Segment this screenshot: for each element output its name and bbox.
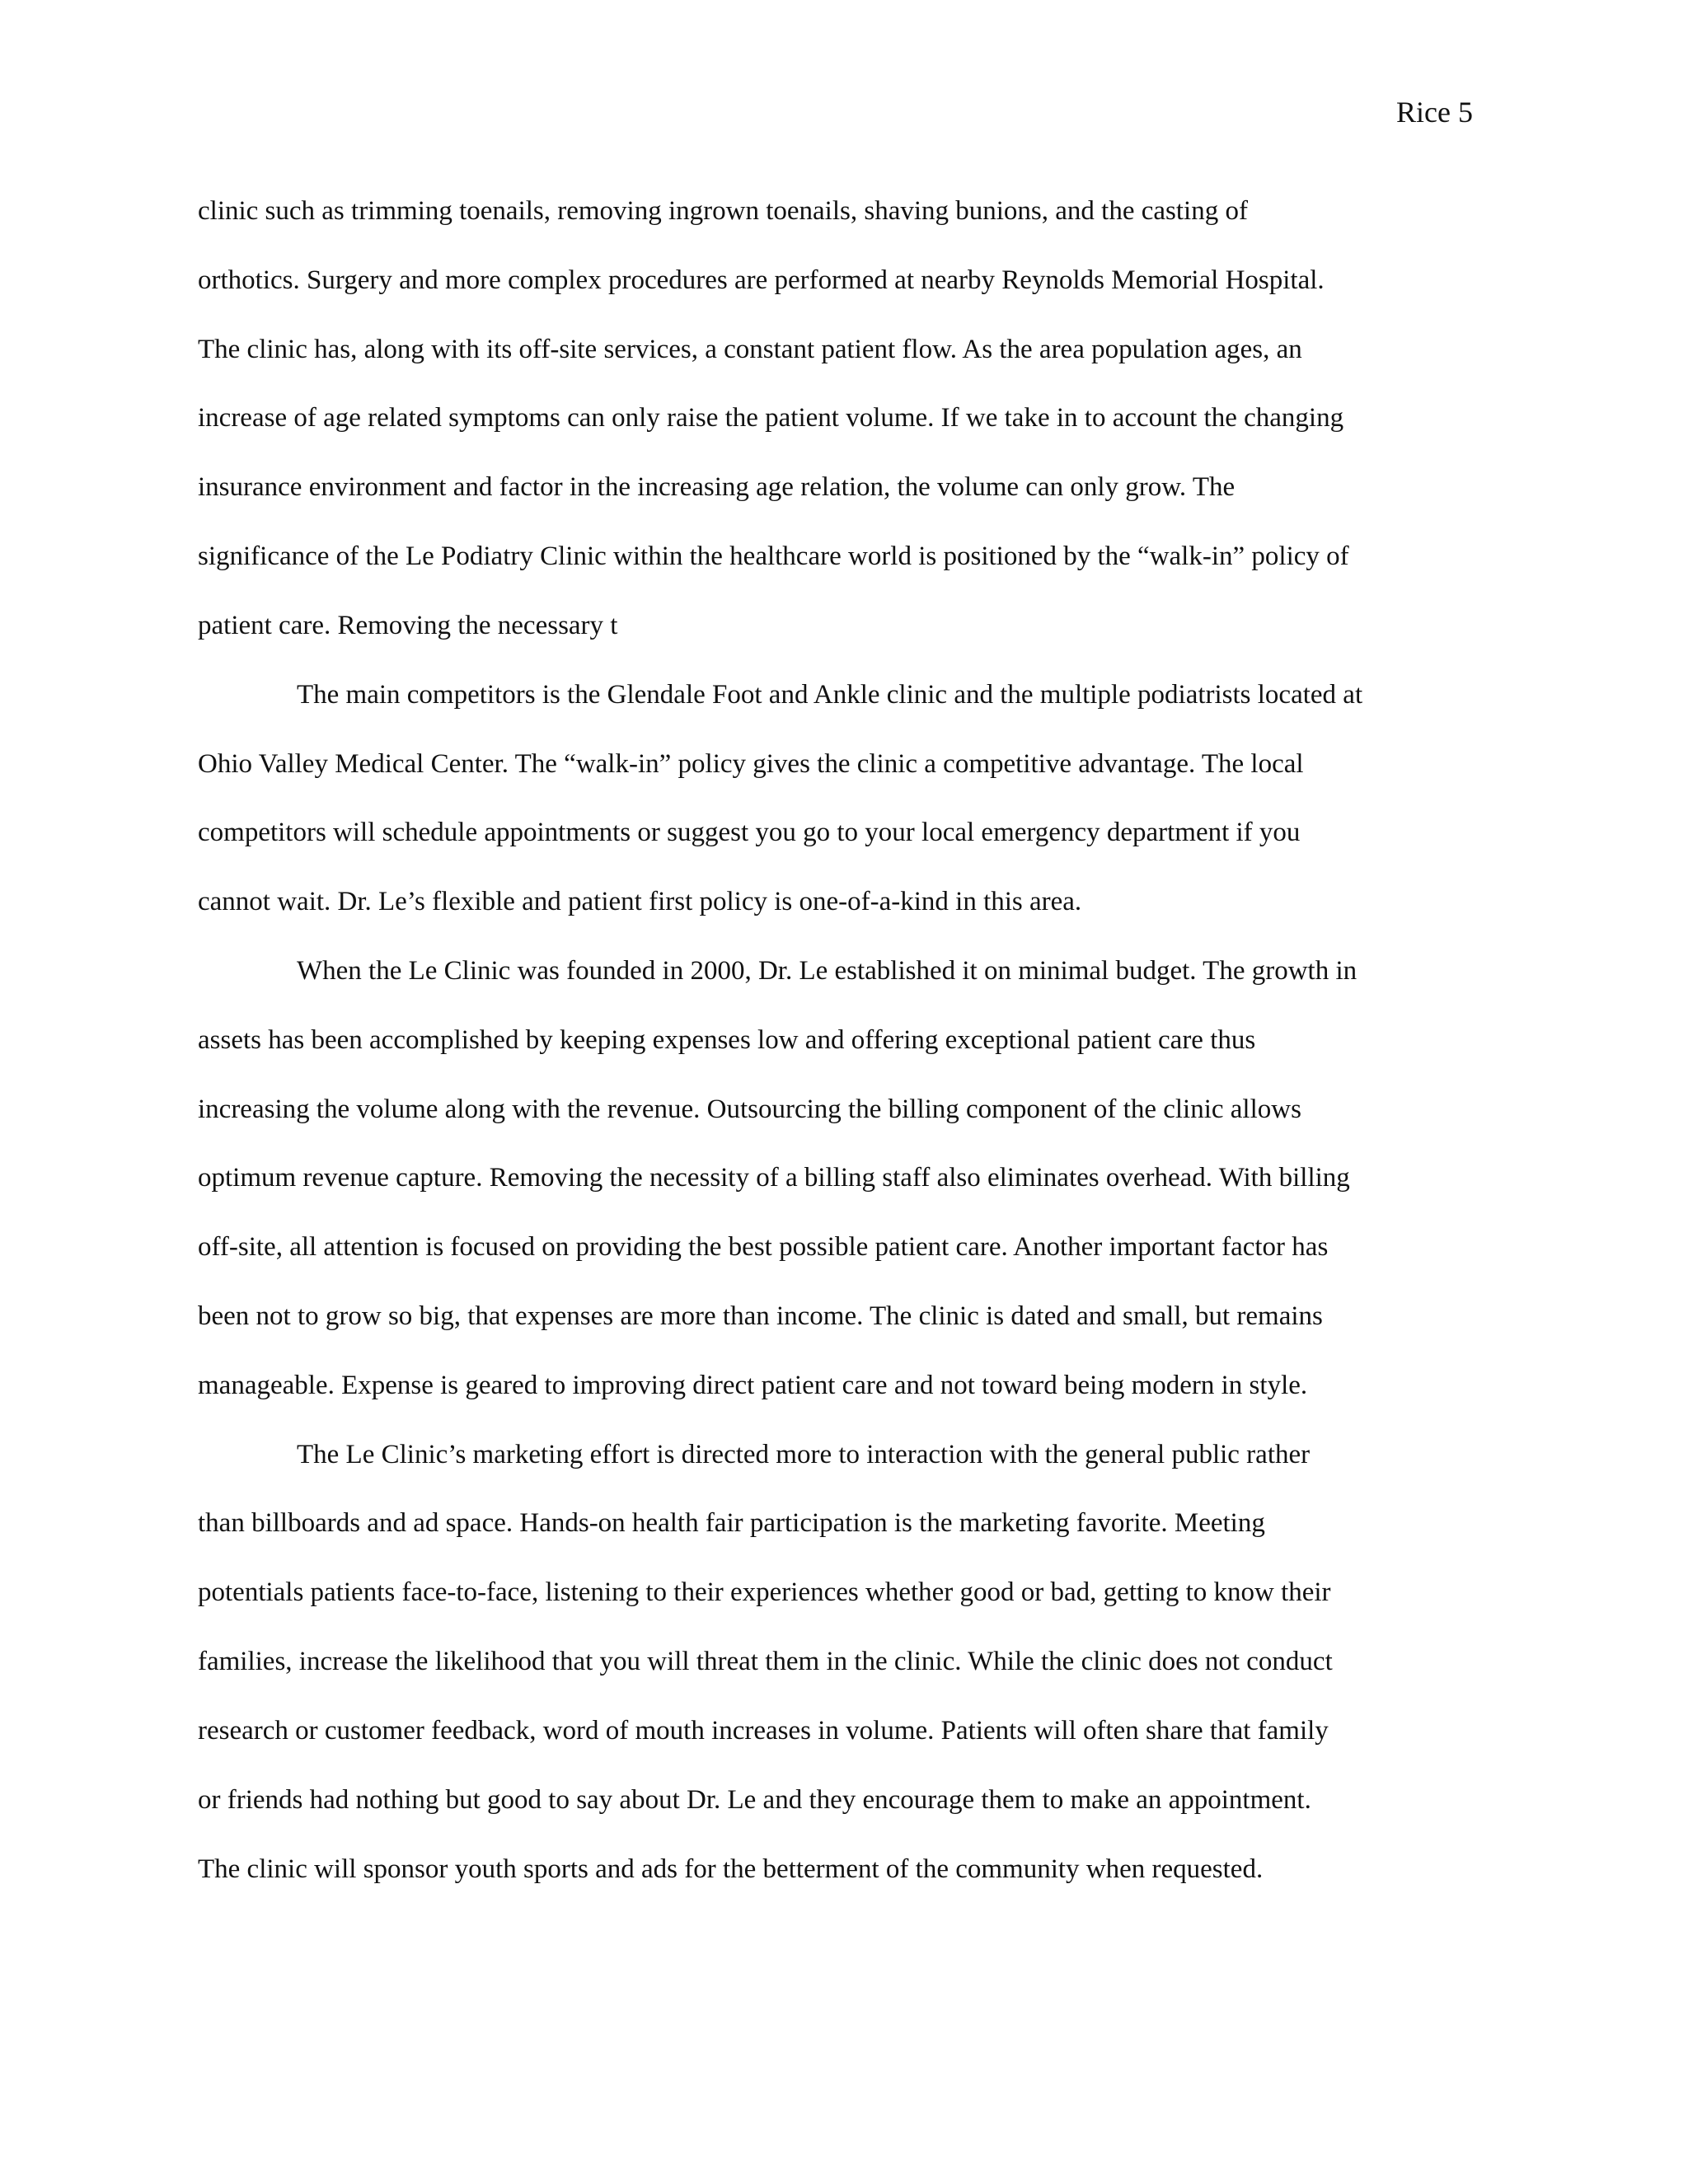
body-line: orthotics. Surgery and more complex procedures are performed at nearby Reynolds Memorial Hospital. xyxy=(198,265,1325,295)
body-line: cannot wait. Dr. Le’s flexible and patient first policy is one-of-a-kind in this area. xyxy=(198,887,1082,916)
body-line: been not to grow so big, that expenses are more than income. The clinic is dated and small, but remains xyxy=(198,1301,1323,1331)
paragraph-first-line: When the Le Clinic was founded in 2000, Dr. Le established it on minimal budget. The growth in xyxy=(297,956,1357,986)
body-line: patient care. Removing the necessary t xyxy=(198,611,618,640)
body-line: competitors will schedule appointments or suggest you go to your local emergency department if you xyxy=(198,818,1301,847)
body-line: insurance environment and factor in the increasing age relation, the volume can only grow. The xyxy=(198,472,1236,502)
body-line: potentials patients face-to-face, listening to their experiences whether good or bad, getting to know their xyxy=(198,1577,1331,1607)
body-line: families, increase the likelihood that you will threat them in the clinic. While the clinic does not conduct xyxy=(198,1647,1333,1676)
body-line: clinic such as trimming toenails, removing ingrown toenails, shaving bunions, and the casting of xyxy=(198,196,1248,226)
body-line: Ohio Valley Medical Center. The “walk-in” policy gives the clinic a competitive advantage. The local xyxy=(198,749,1304,779)
running-head: Rice 5 xyxy=(1396,96,1473,129)
body-line: or friends had nothing but good to say about Dr. Le and they encourage them to make an appointment. xyxy=(198,1785,1311,1815)
body-line: optimum revenue capture. Removing the necessity of a billing staff also eliminates overhead. With billing xyxy=(198,1163,1350,1193)
paragraph-first-line: The Le Clinic’s marketing effort is directed more to interaction with the general public rather xyxy=(297,1440,1311,1469)
paragraph-first-line: The main competitors is the Glendale Foot and Ankle clinic and the multiple podiatrists located at xyxy=(297,680,1363,710)
body-line: The clinic has, along with its off-site services, a constant patient flow. As the area population ages, an xyxy=(198,335,1302,364)
body-line: research or customer feedback, word of mouth increases in volume. Patients will often share that family xyxy=(198,1716,1329,1746)
body-line: increase of age related symptoms can only raise the patient volume. If we take in to account the changing xyxy=(198,403,1344,433)
body-line: manageable. Expense is geared to improving direct patient care and not toward being modern in style. xyxy=(198,1371,1308,1400)
body-line: assets has been accomplished by keeping expenses low and offering exceptional patient care thus xyxy=(198,1025,1256,1055)
body-line: increasing the volume along with the revenue. Outsourcing the billing component of the clinic allows xyxy=(198,1094,1301,1124)
body-line: The clinic will sponsor youth sports and ads for the betterment of the community when requested. xyxy=(198,1854,1264,1884)
body-line: off-site, all attention is focused on providing the best possible patient care. Another important factor has xyxy=(198,1232,1329,1262)
body-line: significance of the Le Podiatry Clinic within the healthcare world is positioned by the “walk-in” policy of xyxy=(198,541,1349,571)
body-line: than billboards and ad space. Hands-on health fair participation is the marketing favorite. Meeting xyxy=(198,1508,1265,1538)
